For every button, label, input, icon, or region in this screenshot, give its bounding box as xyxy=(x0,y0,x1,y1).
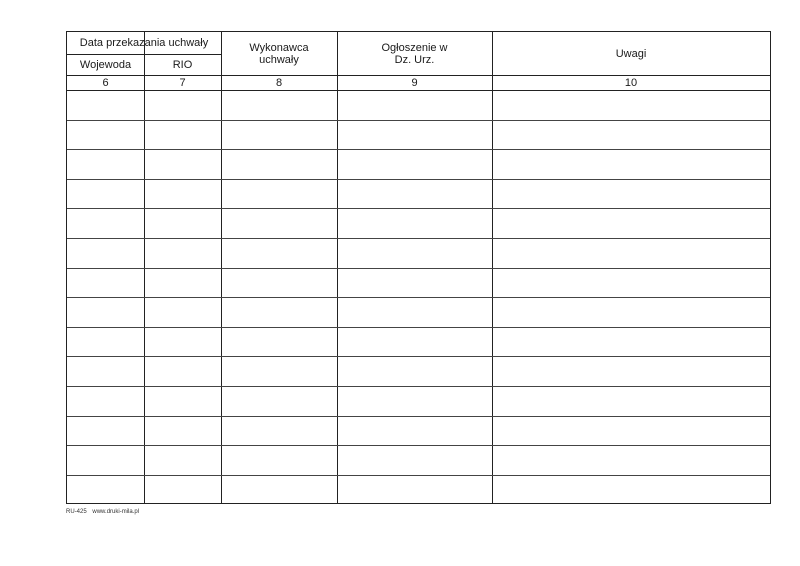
table-cell xyxy=(67,208,144,238)
table-cell xyxy=(492,268,772,298)
table-cell xyxy=(492,297,772,327)
table-cell xyxy=(337,120,492,150)
table-cell xyxy=(221,445,337,475)
column-number-7: 7 xyxy=(179,76,186,89)
table-cell xyxy=(337,327,492,357)
table-cell xyxy=(337,445,492,475)
table-cell xyxy=(221,386,337,416)
table-cell xyxy=(67,327,144,357)
table-cell xyxy=(221,268,337,298)
table-cell xyxy=(144,445,221,475)
table-cell xyxy=(67,149,144,179)
table-cell xyxy=(67,90,144,120)
table-cell xyxy=(144,356,221,386)
table-row xyxy=(67,416,770,446)
table-row xyxy=(67,297,770,327)
table-cell xyxy=(221,208,337,238)
table-cell xyxy=(492,475,772,505)
table-cell xyxy=(337,297,492,327)
column-number-6: 6 xyxy=(102,76,109,89)
table-cell xyxy=(67,238,144,268)
table-cell xyxy=(492,120,772,150)
table-cell xyxy=(144,416,221,446)
table-cell xyxy=(221,475,337,505)
table-cell xyxy=(144,475,221,505)
table-cell xyxy=(337,238,492,268)
table-cell xyxy=(337,268,492,298)
table-row xyxy=(67,120,770,150)
table-cell xyxy=(67,179,144,209)
table-cell xyxy=(337,149,492,179)
table-cell xyxy=(144,208,221,238)
table-row xyxy=(67,268,770,298)
table-cell xyxy=(337,208,492,238)
table-row xyxy=(67,445,770,475)
table-cell xyxy=(492,416,772,446)
table-cell xyxy=(67,268,144,298)
table-row xyxy=(67,356,770,386)
table-cell xyxy=(144,327,221,357)
table-cell xyxy=(221,356,337,386)
table-cell xyxy=(67,356,144,386)
form-code: RU-425 xyxy=(66,509,87,515)
column-header-wykonawca: Wykonawca uchwały xyxy=(249,41,309,66)
table-row xyxy=(67,149,770,179)
table-cell xyxy=(221,297,337,327)
table-row xyxy=(67,179,770,209)
table-cell xyxy=(221,238,337,268)
table-cell xyxy=(221,416,337,446)
column-number-9: 9 xyxy=(411,76,418,89)
table-cell xyxy=(67,475,144,505)
column-number-10: 10 xyxy=(624,76,638,89)
column-header-uwagi: Uwagi xyxy=(615,47,647,60)
table-cell xyxy=(144,386,221,416)
column-number-8: 8 xyxy=(275,76,283,89)
table-cell xyxy=(221,90,337,120)
register-table xyxy=(66,31,771,504)
table-cell xyxy=(337,356,492,386)
table-row xyxy=(67,208,770,238)
table-cell xyxy=(492,356,772,386)
form-footer xyxy=(66,509,143,515)
table-cell xyxy=(67,297,144,327)
table-cell xyxy=(67,445,144,475)
table-cell xyxy=(492,386,772,416)
table-cell xyxy=(492,238,772,268)
table-row xyxy=(67,475,770,505)
table-row xyxy=(67,238,770,268)
table-cell xyxy=(144,90,221,120)
table-cell xyxy=(492,208,772,238)
publisher-url: www.druki-mila.pl xyxy=(92,509,140,515)
table-cell xyxy=(144,120,221,150)
table-cell xyxy=(221,120,337,150)
table-cell xyxy=(221,149,337,179)
table-cell xyxy=(144,238,221,268)
table-cell xyxy=(492,445,772,475)
table-row xyxy=(67,327,770,357)
column-header-ogloszenie: Ogłoszenie w Dz. Urz. xyxy=(381,41,448,66)
table-row xyxy=(67,386,770,416)
table-cell xyxy=(337,386,492,416)
table-cell xyxy=(67,416,144,446)
table-cell xyxy=(67,120,144,150)
table-cell xyxy=(144,179,221,209)
table-cell xyxy=(492,149,772,179)
table-cell xyxy=(221,179,337,209)
column-header-wojewoda: Wojewoda xyxy=(79,58,132,71)
table-row xyxy=(67,90,770,120)
table-cell xyxy=(144,268,221,298)
table-cell xyxy=(337,90,492,120)
table-cell xyxy=(337,475,492,505)
table-cell xyxy=(492,327,772,357)
table-cell xyxy=(492,90,772,120)
group-header-data-przekazania: Data przekazania uchwały xyxy=(79,37,209,49)
table-cell xyxy=(337,179,492,209)
table-cell xyxy=(144,297,221,327)
table-cell xyxy=(144,149,221,179)
column-header-rio: RIO xyxy=(172,58,193,71)
table-cell xyxy=(221,327,337,357)
table-cell xyxy=(492,179,772,209)
table-cell xyxy=(67,386,144,416)
table-cell xyxy=(337,416,492,446)
